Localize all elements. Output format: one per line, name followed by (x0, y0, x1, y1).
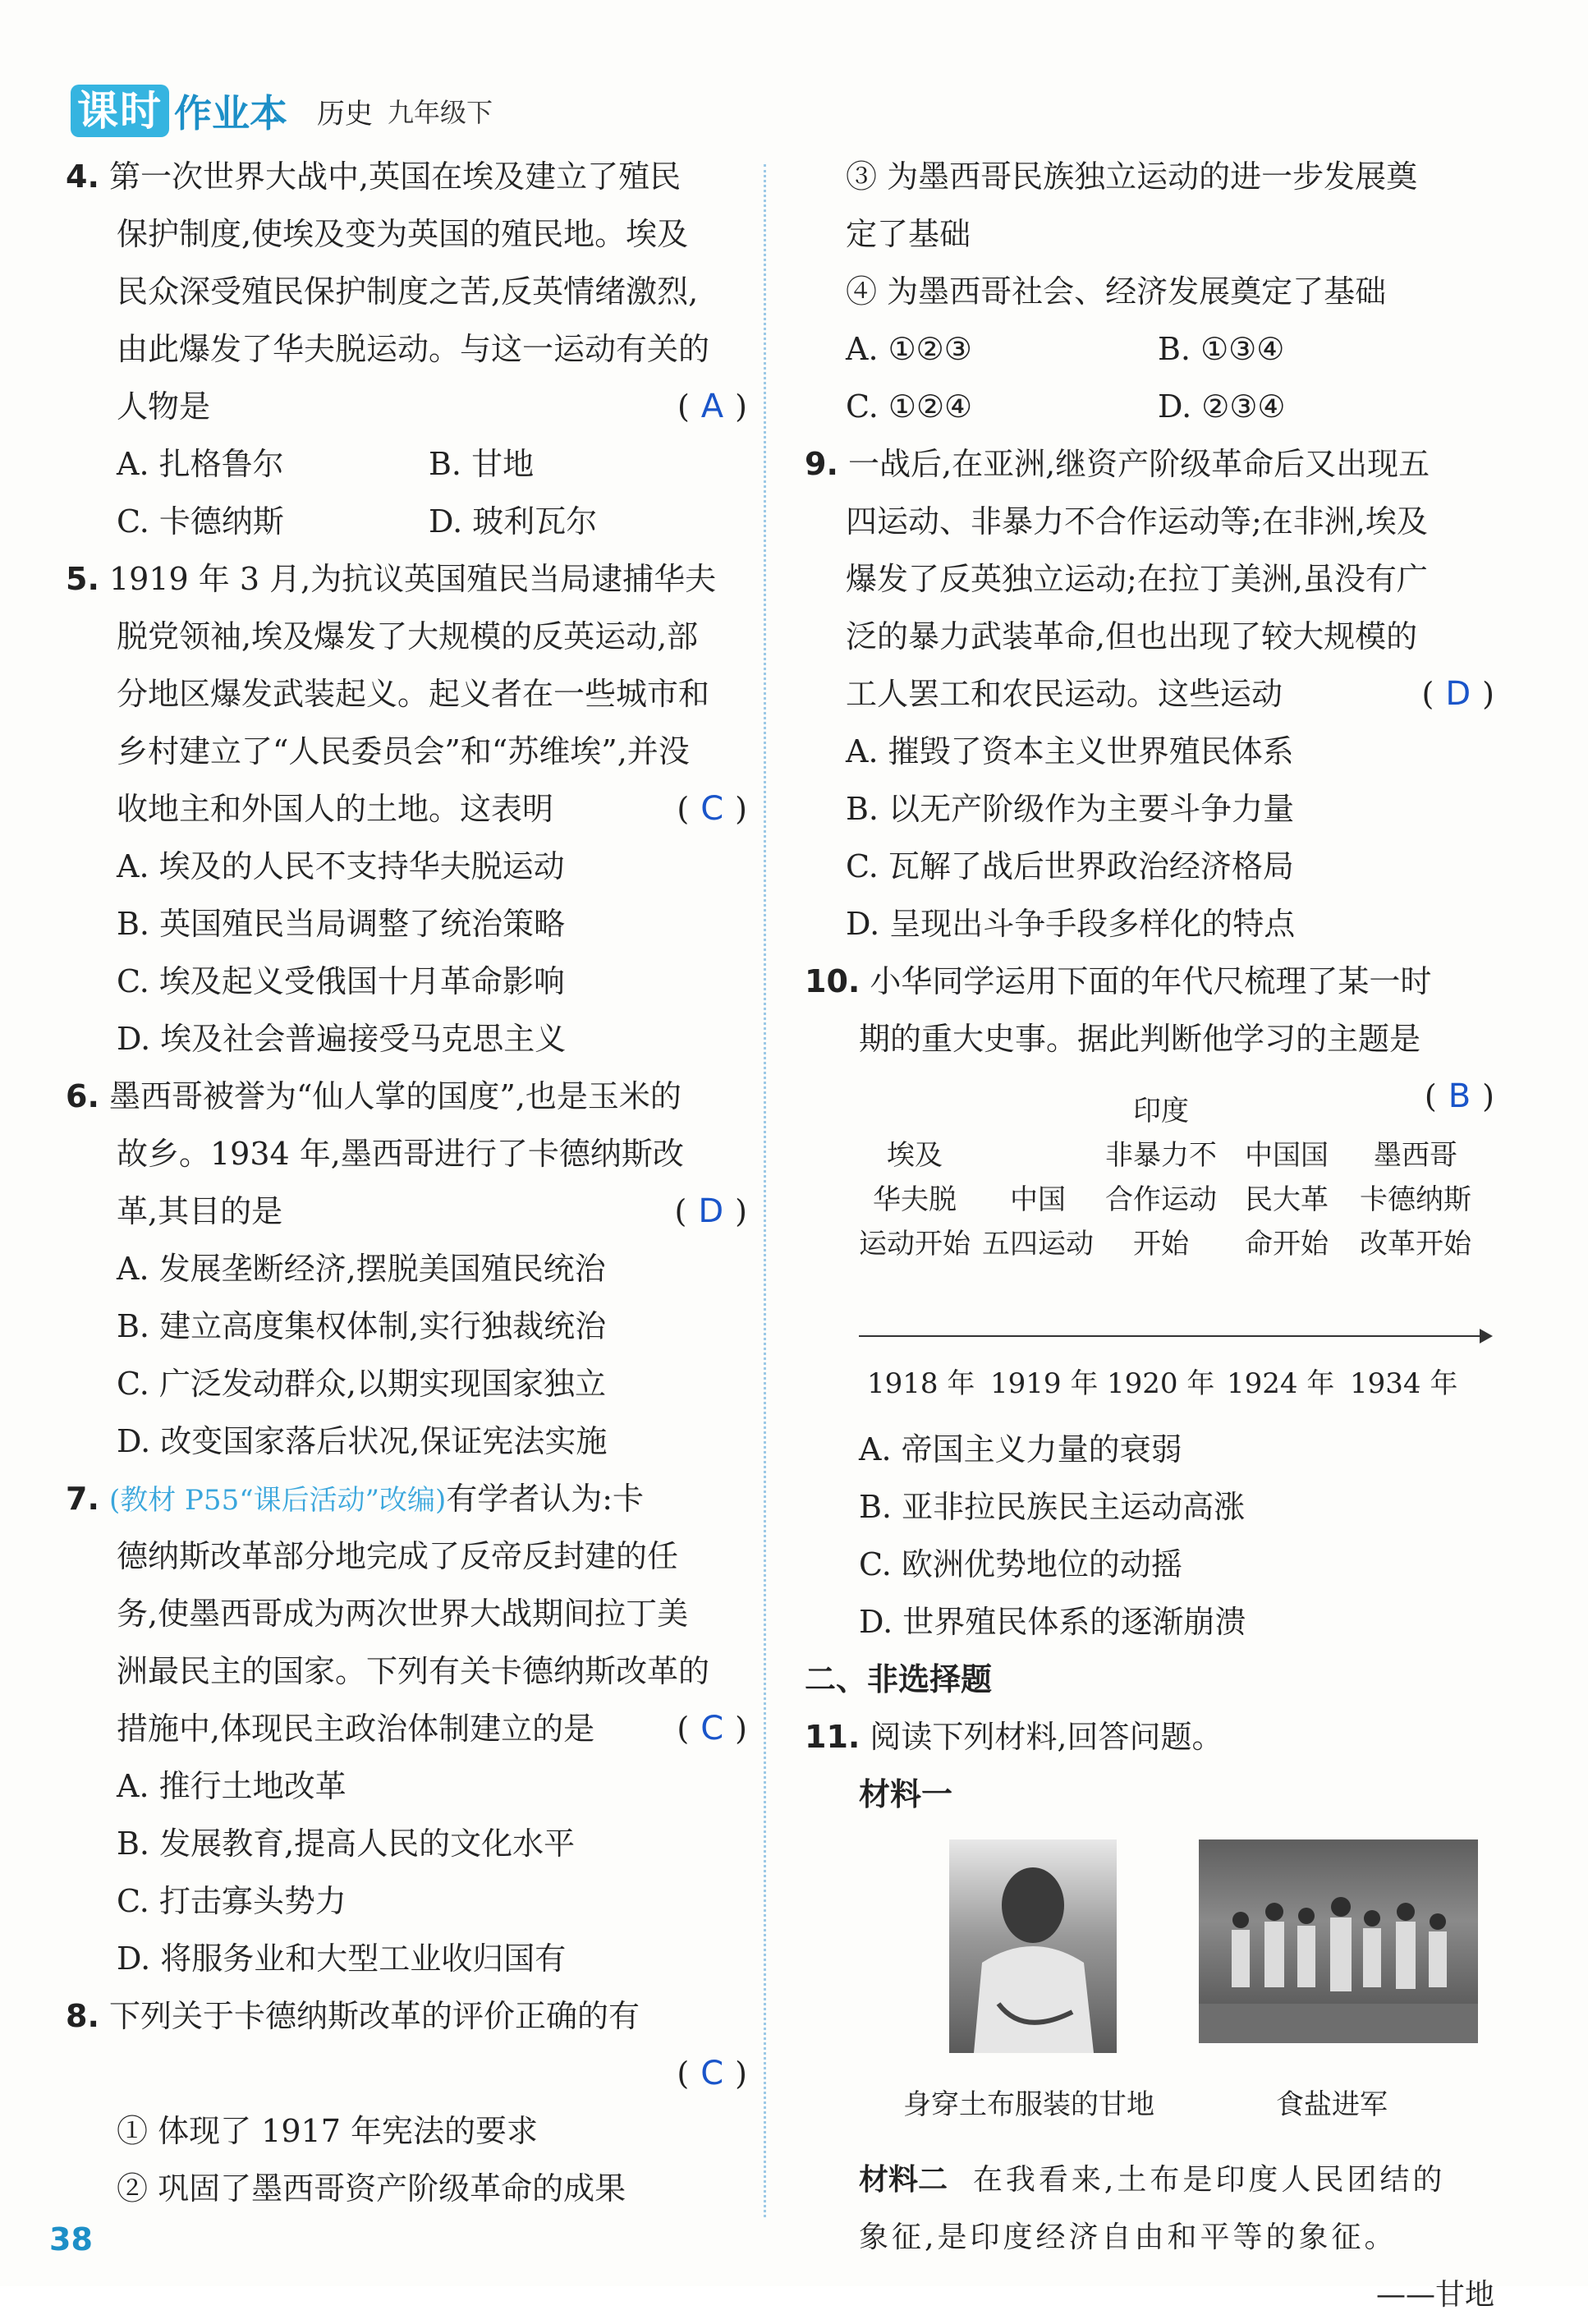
question-stem-line: 1919 年 3 月,为抗议英国殖民当局逮捕华夫 (108, 561, 717, 597)
answer-bracket: ( B ) (1424, 1077, 1494, 1115)
option: D. 世界殖民体系的逐渐崩溃 (859, 1604, 1246, 1640)
question-stem-line: 期的重大史事。据此判断他学习的主题是 (859, 1021, 1421, 1057)
option: B. 英国殖民当局调整了统治策略 (117, 906, 566, 942)
material-photos (805, 1823, 1494, 2152)
salt-march-image (1199, 1839, 1478, 2043)
answer-value: A (700, 388, 724, 425)
answer-value: D (1445, 675, 1471, 713)
workbook-logo (71, 84, 287, 138)
question-8 (66, 1987, 747, 2217)
question-number: 4. (66, 158, 99, 195)
timeline-event (1245, 1133, 1329, 1266)
timeline-event-text: 命开始 (1245, 1228, 1329, 1261)
question-number: 7. (66, 1481, 99, 1517)
timeline-year: 1919 年 (990, 1367, 1099, 1400)
question-stem-line: 务,使墨西哥成为两次世界大战期间拉丁美 (117, 1596, 689, 1632)
question-number: 8. (66, 1998, 99, 2034)
statement-item: ④ 为墨西哥社会、经济发展奠定了基础 (846, 273, 1387, 310)
question-number: 11. (805, 1719, 861, 1755)
question-number: 6. (66, 1078, 99, 1114)
option: A. 推行土地改革 (117, 1768, 347, 1804)
quote-text: 在我看来,土布是印度人民团结的 (972, 2163, 1446, 2197)
question-stem-line: 故乡。1934 年,墨西哥进行了卡德纳斯改 (117, 1136, 684, 1172)
option: B. 甘地 (429, 446, 535, 482)
answer-value: D (698, 1192, 724, 1230)
logo-ke: 课时 (71, 85, 169, 137)
question-7 (66, 1470, 747, 1987)
timeline-event-text: 中国 (1010, 1183, 1066, 1216)
question-stem-line: 爆发了反英独立运动;在拉丁美洲,虽没有广 (846, 561, 1428, 597)
left-column (66, 148, 747, 2217)
option: B. ①③④ (1158, 331, 1285, 367)
timeline-year: 1918 年 (867, 1367, 975, 1400)
timeline-event-text: 民大革 (1245, 1183, 1329, 1216)
timeline-year: 1920 年 (1107, 1367, 1215, 1400)
quote-source: ——甘地 (1375, 2278, 1494, 2312)
option: B. 建立高度集权体制,实行独裁统治 (117, 1308, 607, 1344)
question-stem-line: 措施中,体现民主政治体制建立的是 (117, 1711, 595, 1747)
timeline-event-text: 五四运动 (982, 1228, 1094, 1261)
question-stem-line: 民众深受殖民保护制度之苦,反英情绪激烈, (117, 273, 699, 310)
timeline-event-text: 非暴力不 (1105, 1139, 1217, 1172)
option: B. 以无产阶级作为主要斗争力量 (846, 791, 1295, 827)
statement-item: ② 巩固了墨西哥资产阶级革命的成果 (117, 2170, 626, 2207)
timeline-year: 1924 年 (1227, 1367, 1335, 1400)
source-note: (教材 P55“课后活动”改编) (108, 1484, 447, 1517)
page-header (71, 82, 493, 140)
question-stem-line: 洲最民主的国家。下列有关卡德纳斯改革的 (117, 1653, 710, 1689)
photo-caption: 身穿土布服装的甘地 (903, 2088, 1154, 2121)
logo-zy: 作业本 (174, 91, 287, 135)
timeline-event-text: 印度 (1133, 1095, 1189, 1128)
timeline-event-text: 埃及 (887, 1139, 943, 1172)
question-stem-line: 人物是 (117, 388, 211, 425)
question-9 (805, 435, 1494, 953)
question-8-continued (846, 148, 1494, 435)
option: C. 打击寡头势力 (117, 1883, 347, 1919)
question-stem-line: 第一次世界大战中,英国在埃及建立了殖民 (108, 158, 682, 195)
answer-bracket: ( D ) (674, 1192, 747, 1230)
answer-value: C (700, 1710, 724, 1748)
right-column (805, 148, 1494, 2324)
timeline-event-text: 改革开始 (1360, 1228, 1471, 1261)
timeline-event-text: 中国国 (1245, 1139, 1329, 1172)
timeline-event-text: 开始 (1133, 1228, 1189, 1261)
timeline-year: 1934 年 (1350, 1367, 1458, 1400)
option: D. 玻利瓦尔 (429, 503, 598, 540)
section-title: 二、非选择题 (805, 1661, 993, 1697)
timeline-event-text: 合作运动 (1105, 1183, 1217, 1216)
gandhi-portrait-image (949, 1839, 1117, 2053)
question-number: 5. (66, 561, 99, 597)
timeline-event (982, 1178, 1094, 1266)
question-stem-line: 有学者认为:卡 (446, 1481, 645, 1517)
option: C. ①②④ (846, 388, 973, 425)
option: C. 欧洲优势地位的动摇 (859, 1546, 1182, 1582)
question-stem-line: 泛的暴力武装革命,但也出现了较大规模的 (846, 618, 1418, 654)
statement-item: 定了基础 (846, 216, 971, 252)
answer-bracket: ( C ) (677, 1710, 747, 1748)
question-stem-line: 下列关于卡德纳斯改革的评价正确的有 (108, 1998, 640, 2034)
question-stem-line: 墨西哥被誉为“仙人掌的国度”,也是玉米的 (108, 1078, 682, 1114)
material-label: 材料一 (859, 1776, 953, 1812)
question-stem-line: 德纳斯改革部分地完成了反帝反封建的任 (117, 1538, 679, 1574)
option: C. 广泛发动群众,以期实现国家独立 (117, 1366, 606, 1402)
gandhi-portrait-photo (949, 1839, 1117, 2053)
option: D. ②③④ (1158, 388, 1286, 425)
question-10 (805, 953, 1494, 1651)
answer-bracket: ( C ) (677, 2055, 747, 2092)
question-number: 9. (805, 446, 838, 482)
timeline-event (859, 1133, 971, 1266)
question-stem-line: 阅读下列材料,回答问题。 (870, 1719, 1223, 1755)
timeline-event-text: 卡德纳斯 (1360, 1183, 1471, 1216)
timeline-ruler (834, 1092, 1494, 1437)
option: C. 埃及起义受俄国十月革命影响 (117, 963, 565, 999)
material-label: 材料二 (859, 2163, 948, 2197)
option: A. 帝国主义力量的衰弱 (859, 1431, 1182, 1467)
answer-value: C (700, 2055, 724, 2092)
salt-march-photo (1199, 1839, 1478, 2043)
timeline-event-text: 墨西哥 (1374, 1139, 1457, 1172)
timeline-event-text: 运动开始 (859, 1228, 971, 1261)
answer-bracket: ( C ) (677, 790, 747, 828)
timeline-arrow-icon (1480, 1329, 1493, 1343)
answer-bracket: ( A ) (677, 388, 747, 425)
timeline-event (1360, 1133, 1471, 1266)
answer-value: B (1448, 1077, 1471, 1115)
column-divider (764, 164, 766, 2217)
option: A. 摧毁了资本主义世界殖民体系 (846, 733, 1294, 769)
option: C. 瓦解了战后世界政治经济格局 (846, 848, 1294, 884)
option: A. ①②③ (846, 331, 972, 367)
quote-text: 象征,是印度经济自由和平等的象征。 (859, 2221, 1398, 2254)
option: B. 亚非拉民族民主运动高涨 (859, 1489, 1246, 1525)
question-stem-line: 四运动、非暴力不合作运动等;在非洲,埃及 (846, 503, 1428, 540)
question-stem-line: 由此爆发了华夫脱运动。与这一运动有关的 (117, 331, 710, 367)
subject-label: 历史 (317, 97, 373, 131)
option: C. 卡德纳斯 (117, 503, 284, 540)
statement-item: ① 体现了 1917 年宪法的要求 (117, 2113, 538, 2149)
answer-bracket: ( D ) (1421, 675, 1494, 713)
question-stem-line: 保护制度,使埃及变为英国的殖民地。埃及 (117, 216, 689, 252)
option: D. 将服务业和大型工业收归国有 (117, 1940, 567, 1977)
question-6 (66, 1068, 747, 1470)
question-stem-line: 革,其目的是 (117, 1193, 283, 1229)
question-5 (66, 550, 747, 1068)
timeline-event (1105, 1089, 1217, 1266)
question-stem-line: 收地主和外国人的土地。这表明 (117, 791, 554, 827)
question-stem-line: 工人罢工和农民运动。这些运动 (846, 676, 1283, 712)
timeline-axis (859, 1335, 1483, 1337)
timeline-event-text: 华夫脱 (873, 1183, 957, 1216)
option: D. 呈现出斗争手段多样化的特点 (846, 906, 1296, 942)
option: A. 扎格鲁尔 (117, 446, 284, 482)
option: A. 埃及的人民不支持华夫脱运动 (117, 848, 565, 884)
question-stem-line: 分地区爆发武装起义。起义者在一些城市和 (117, 676, 710, 712)
photo-caption: 食盐进军 (1276, 2088, 1388, 2121)
question-4 (66, 148, 747, 550)
question-11 (805, 1708, 1494, 2324)
option: A. 发展垄断经济,摆脱美国殖民统治 (117, 1251, 606, 1287)
statement-item: ③ 为墨西哥民族独立运动的进一步发展奠 (846, 158, 1418, 195)
option: D. 埃及社会普遍接受马克思主义 (117, 1021, 567, 1057)
question-number: 10. (805, 963, 861, 999)
page-number: 38 (49, 2221, 93, 2257)
question-stem-line: 一战后,在亚洲,继资产阶级革命后又出现五 (847, 446, 1430, 482)
question-stem-line: 脱党领袖,埃及爆发了大规模的反英运动,部 (117, 618, 699, 654)
option: B. 发展教育,提高人民的文化水平 (117, 1826, 576, 1862)
question-stem-line: 乡村建立了“人民委员会”和“苏维埃”,并没 (117, 733, 690, 769)
answer-value: C (700, 790, 724, 828)
question-stem-line: 小华同学运用下面的年代尺梳理了某一时 (870, 963, 1432, 999)
option: D. 改变国家落后状况,保证宪法实施 (117, 1423, 608, 1459)
grade-label: 九年级下 (388, 97, 493, 128)
